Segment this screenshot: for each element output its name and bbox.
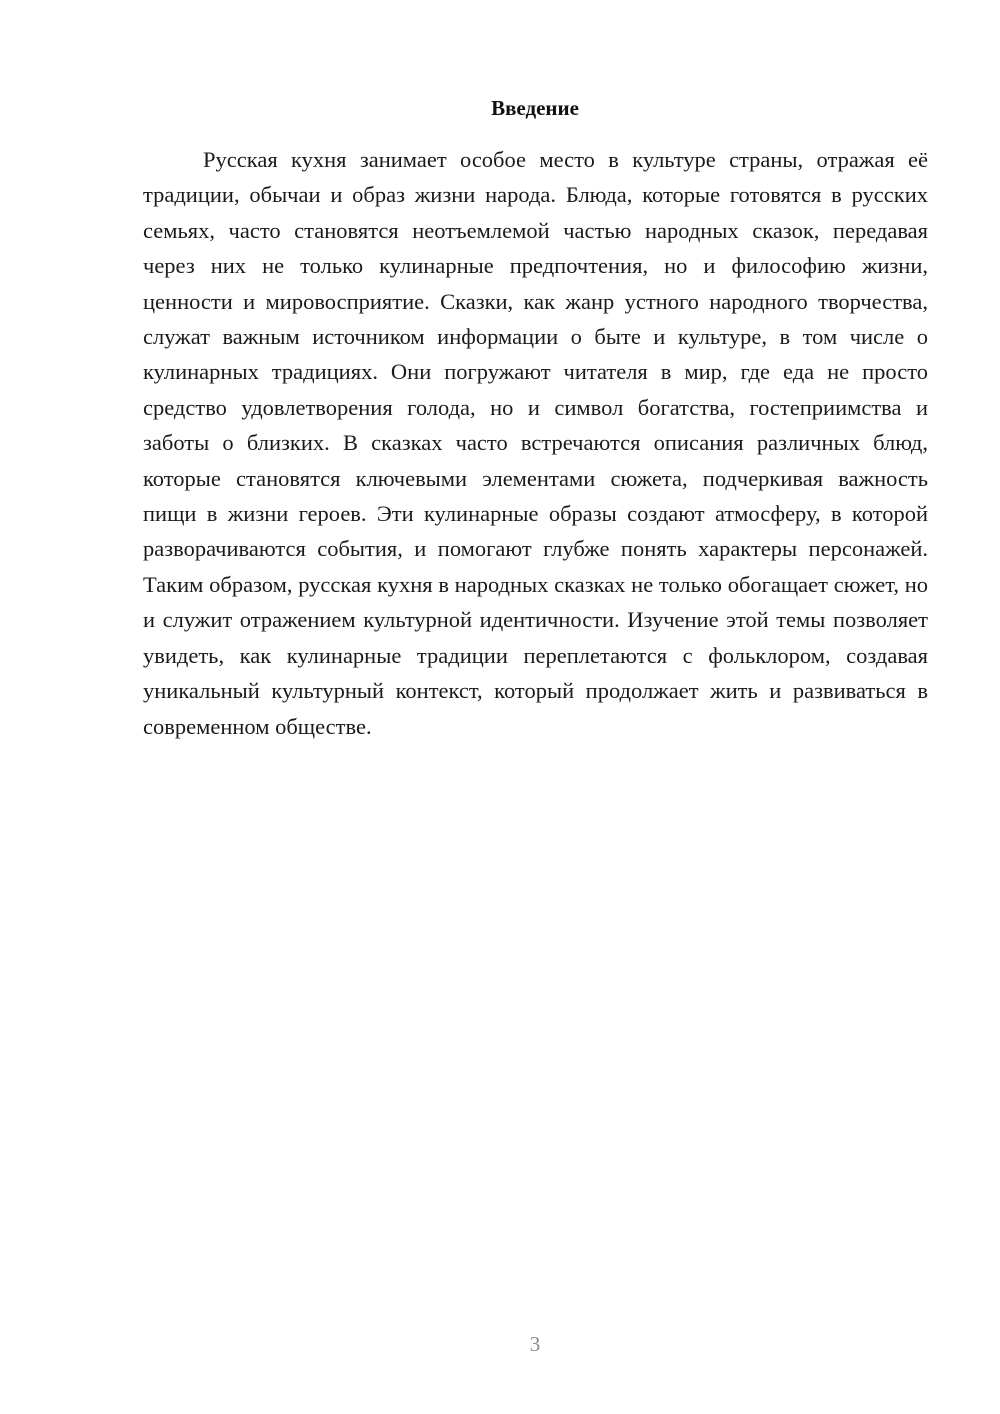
page-number: 3 [529, 1332, 541, 1356]
section-heading: Введение [491, 96, 579, 120]
body-paragraph: Русская кухня занимает особое место в культуре страны, отражая её традиции, обычаи и образ жизни народа. Блюда, которые готовятся в русских семьях, часто становятся неотъемлемой частью народных сказок, передавая через них не только кулинарные предпочтения, но и философию жизни, ценности и мировосприятие. Сказки, как жанр устного народного творчества, служат важным источником информации о быте и культуре, в том числе о кулинарных традициях. Они погружают читателя в мир, где еда не просто средство удовлетворения голода, но и символ богатства, гостеприимства и заботы о близких. В сказках часто встречаются описания различных блюд, которые становятся ключевыми элементами сюжета, подчеркивая важность пищи в жизни героев. Эти кулинарные образы создают атмосферу, в которой разворачиваются события, и помогают глубже понять характеры персонажей. Таким образом, русская кухня в народных сказках не только обогащает сюжет, но и служит отражением культурной идентичности. Изучение этой темы позволяет увидеть, как кулинарные традиции переплетаются с фольклором, создавая уникальный культурный контекст, который продолжает жить и развиваться в современном обществе. [143, 147, 928, 739]
